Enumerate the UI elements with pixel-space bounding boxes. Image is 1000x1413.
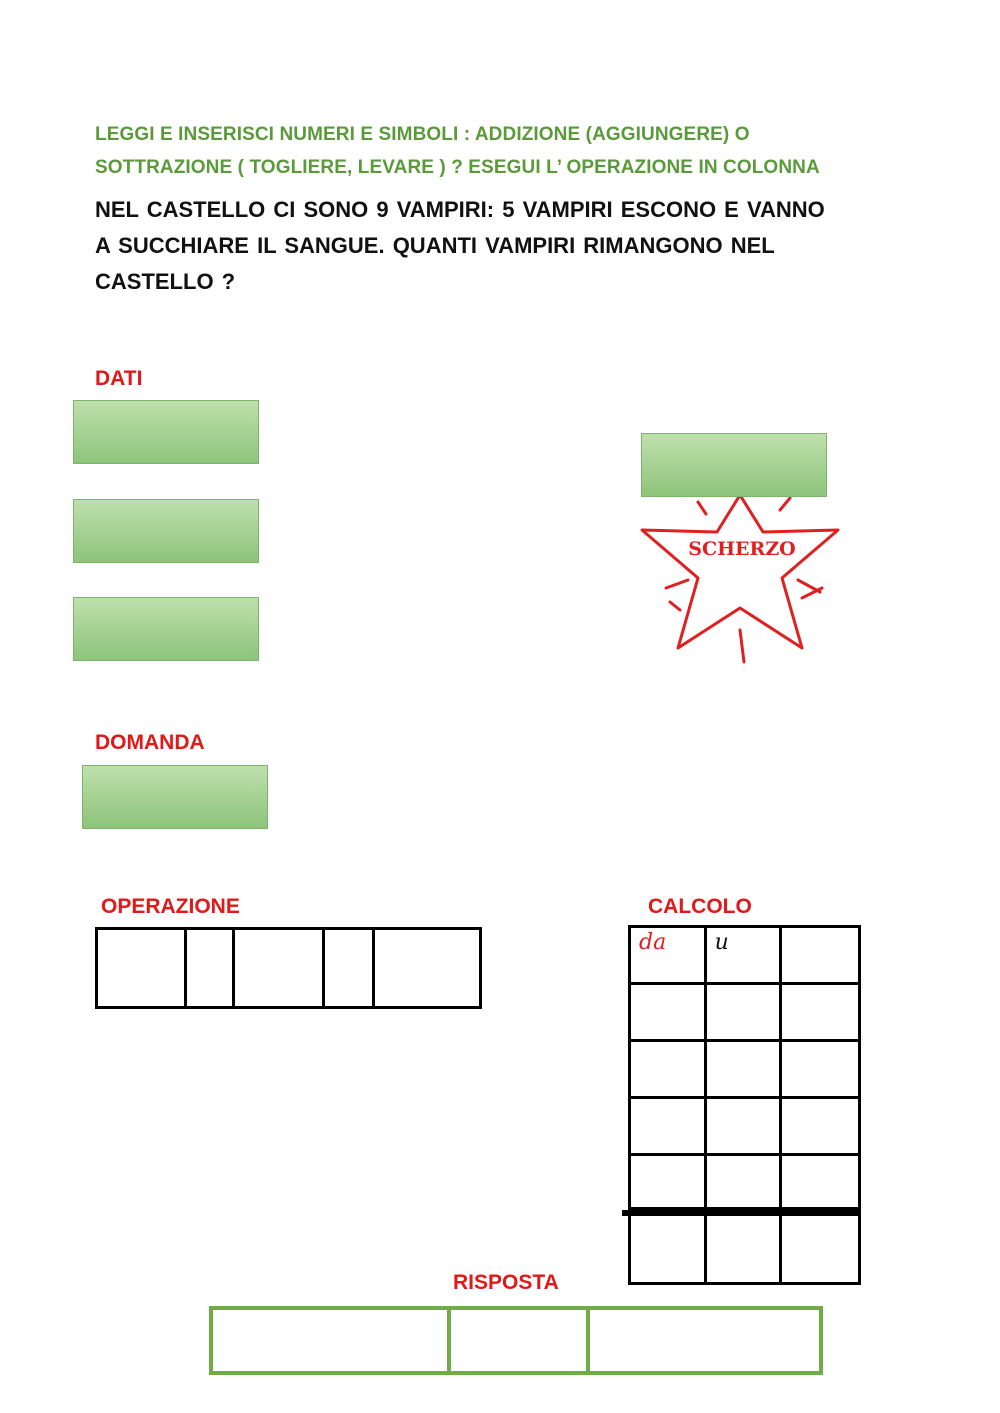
- calcolo-cell[interactable]: [707, 928, 783, 985]
- calcolo-cell[interactable]: [782, 928, 858, 985]
- calcolo-cell[interactable]: [631, 928, 707, 985]
- risposta-cell-3[interactable]: [590, 1310, 819, 1371]
- risposta-label: RISPOSTA: [453, 1271, 559, 1294]
- burst-line: [780, 498, 790, 510]
- decine-column-label: da: [639, 930, 667, 955]
- operazione-equals-cell[interactable]: [325, 930, 375, 1006]
- operazione-second-number-cell[interactable]: [235, 930, 325, 1006]
- calcolo-cell[interactable]: [782, 1042, 858, 1099]
- calcolo-cell[interactable]: [707, 1099, 783, 1156]
- calcolo-cell[interactable]: [782, 1099, 858, 1156]
- burst-line: [670, 602, 680, 610]
- dati-label: DATI: [95, 367, 143, 390]
- calcolo-result-cell[interactable]: [631, 1213, 707, 1282]
- calcolo-label: CALCOLO: [648, 895, 752, 918]
- calcolo-cell[interactable]: [707, 1156, 783, 1213]
- operazione-sign-cell[interactable]: [187, 930, 235, 1006]
- instructions-text: LEGGI E INSERISCI NUMERI E SIMBOLI : ADDIZIONE (AGGIUNGERE) O SOTTRAZIONE ( TOGLIERE, LEVARE ) ? ESEGUI L’ OPERAZIONE IN COLONNA: [95, 124, 820, 178]
- stamp-text: SCHERZO: [688, 538, 796, 560]
- calcolo-cell[interactable]: [631, 985, 707, 1042]
- calcolo-cell[interactable]: [707, 1042, 783, 1099]
- burst-line: [740, 630, 744, 662]
- dati-drop-zone-2[interactable]: [73, 499, 259, 563]
- calcolo-cell[interactable]: [631, 1099, 707, 1156]
- burst-line: [698, 502, 706, 514]
- calcolo-cell[interactable]: [631, 1042, 707, 1099]
- calcolo-result-cell[interactable]: [707, 1213, 783, 1282]
- dati-drop-zone-3[interactable]: [73, 597, 259, 661]
- result-divider-line: [622, 1210, 861, 1216]
- calcolo-cell[interactable]: [782, 1156, 858, 1213]
- domanda-label: DOMANDA: [95, 731, 205, 754]
- problem-text: NEL CASTELLO CI SONO 9 VAMPIRI: 5 VAMPIRI ESCONO E VANNO A SUCCHIARE IL SANGUE. QUANTI VAMPIRI RIMANGONO NEL CASTELLO ?: [95, 197, 825, 294]
- stamp-drop-zone[interactable]: [641, 433, 827, 497]
- calcolo-cell[interactable]: [631, 1156, 707, 1213]
- burst-line: [666, 580, 688, 588]
- calcolo-cell[interactable]: [707, 985, 783, 1042]
- operazione-result-cell[interactable]: [375, 930, 479, 1006]
- domanda-drop-zone[interactable]: [82, 765, 268, 829]
- calcolo-result-cell[interactable]: [782, 1213, 858, 1282]
- risposta-cell-2[interactable]: [451, 1310, 590, 1371]
- star-outline: [642, 495, 838, 648]
- calcolo-cell[interactable]: [782, 985, 858, 1042]
- calcolo-grid: [628, 925, 861, 1285]
- scherzo-star-stamp: [630, 480, 850, 675]
- risposta-cell-1[interactable]: [213, 1310, 451, 1371]
- operazione-box: [95, 927, 482, 1009]
- unita-column-label: u: [714, 930, 729, 955]
- operazione-label: OPERAZIONE: [101, 895, 240, 918]
- operazione-first-number-cell[interactable]: [98, 930, 187, 1006]
- risposta-box: [209, 1306, 823, 1375]
- dati-drop-zone-1[interactable]: [73, 400, 259, 464]
